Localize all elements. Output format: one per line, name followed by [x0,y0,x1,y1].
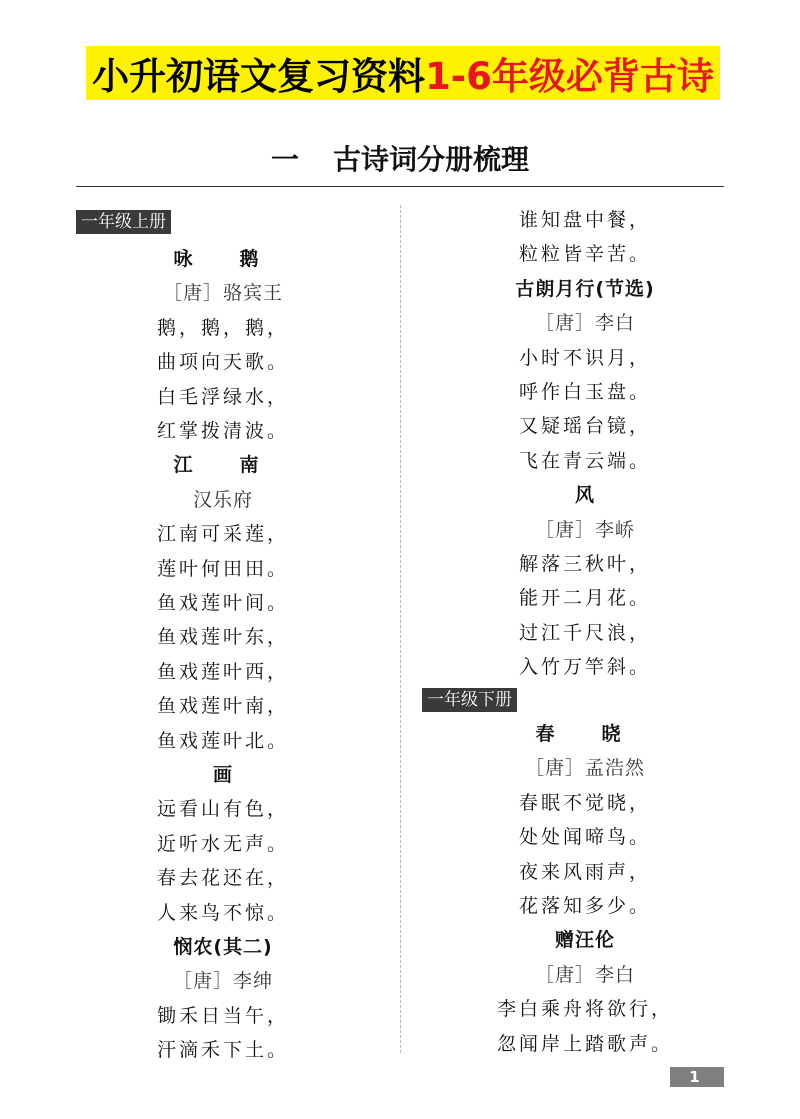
poem-verse: 入竹万竿斜。 [518,656,651,679]
page-banner [86,46,720,100]
poem-verse: 鱼戏莲叶西， [156,660,289,683]
poem-verse: 江南可采莲， [156,523,289,546]
poem-verse: 又疑瑶台镜， [518,415,651,438]
poem-title: 风 [574,484,595,507]
poem-author: ［唐］孟浩然 [524,757,645,780]
poem-verse: 鹅，鹅，鹅， [156,316,289,339]
poem-verse: 汗滴禾下土。 [156,1039,289,1062]
poem-author: 汉乐府 [192,488,253,511]
poem-verse: 曲项向天歌。 [156,351,289,374]
poem-verse: 夜来风雨声， [518,860,651,883]
poem-verse: 呼作白玉盘。 [518,381,651,403]
heading-rule [76,186,724,187]
poem-verse: 解落三秋叶， [518,553,651,575]
poem-verse: 小时不识月， [518,346,651,369]
banner-title-black: 小升初语文复习资料 [92,55,426,98]
poem-author: ［唐］李白 [534,312,635,335]
poem-verse: 谁知盘中餐， [518,209,651,231]
section-number: 一 [270,143,299,176]
column-divider [400,205,401,1053]
poem-verse: 鱼戏莲叶北。 [156,729,289,752]
poem-verse: 春眠不觉晓， [518,791,651,814]
poem-verse: 春去花还在， [156,867,289,890]
page-number: 1 [670,1067,724,1087]
poem-verse: 粒粒皆辛苦。 [518,243,651,266]
poem-verse: 鱼戏莲叶东， [156,626,289,649]
poem-verse: 近听水无声。 [156,832,289,855]
poem-title: 画 [212,764,233,786]
grade-label: 一年级下册 [422,688,517,712]
poem-author: ［唐］骆宾王 [162,282,283,305]
poem-title: 古朗月行(节选) [515,277,655,300]
poem-title: 赠汪伦 [554,929,615,952]
poem-author: ［唐］李白 [534,963,635,986]
poem-verse: 远看山有色， [156,798,289,821]
poem-author: ［唐］李峤 [534,518,635,541]
grade-label: 一年级上册 [76,210,171,234]
section-title: 古诗词分册梳理 [333,143,530,176]
poem-verse: 过江千尺浪， [518,621,651,644]
poem-verse: 花落知多少。 [518,895,651,917]
poem-verse: 锄禾日当午， [156,1004,289,1027]
poem-verse: 处处闻啼鸟。 [518,826,651,849]
poem-author: ［唐］李绅 [172,970,273,993]
poem-verse: 鱼戏莲叶间。 [156,592,289,614]
poem-verse: 鱼戏莲叶南， [156,695,289,718]
poem-verse: 李白乘舟将欲行， [496,998,673,1021]
poem-verse: 人来鸟不惊。 [156,901,289,924]
poem-verse: 忽闻岸上踏歌声。 [496,1032,673,1055]
poem-title: 江 南 [173,454,273,477]
poem-title: 悯农(其二) [173,936,273,958]
poem-verse: 能开二月花。 [518,587,651,610]
banner-title-red: 1-6年级必背古诗 [425,55,714,98]
poem-title: 咏 鹅 [173,248,273,270]
poem-verse: 白毛浮绿水， [156,385,289,408]
poem-verse: 红掌拨清波。 [156,420,289,442]
poem-title: 春 晓 [535,723,635,745]
section-heading [0,138,800,178]
poem-verse: 飞在青云端。 [518,449,651,472]
poem-verse: 莲叶何田田。 [156,557,289,580]
